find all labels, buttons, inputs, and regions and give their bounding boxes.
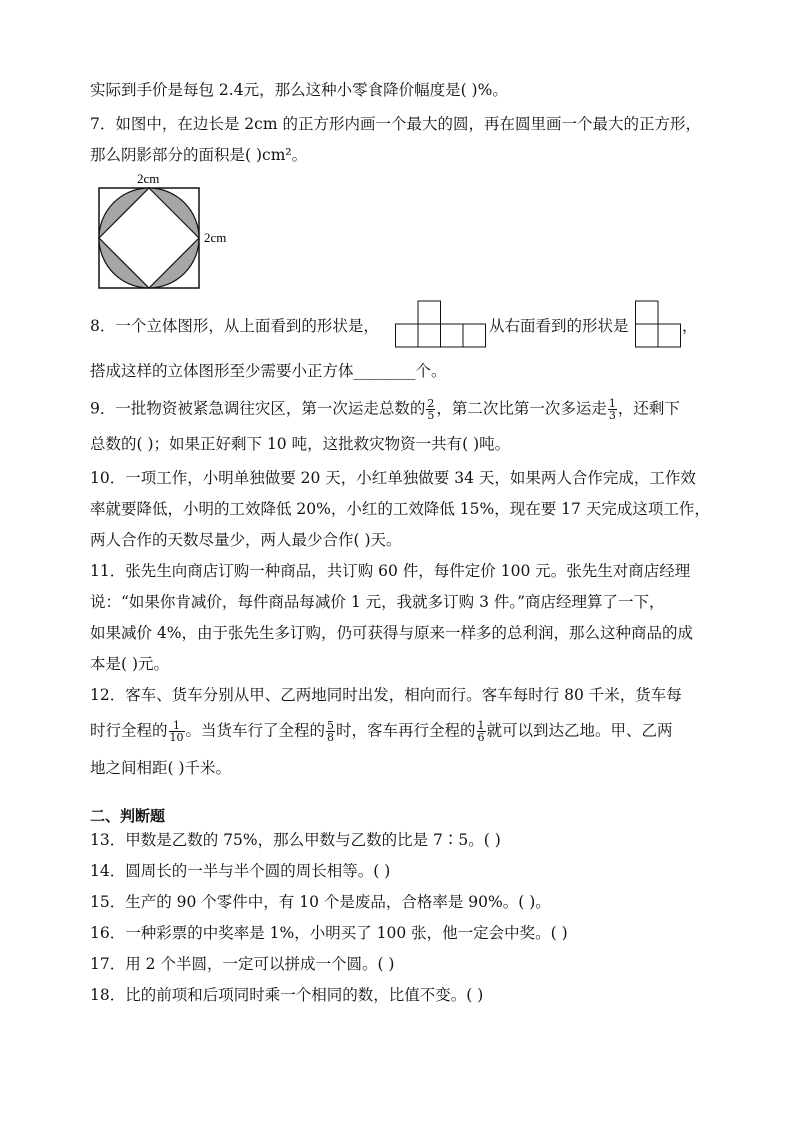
frac-denominator: 3: [608, 409, 616, 422]
q7-figure: [88, 168, 248, 293]
q9-frac-two-fifths: [426, 398, 435, 421]
frac-numerator: 5: [327, 719, 335, 732]
q10-line1: 10．一项工作，小明单独做要 20 天，小红单独做要 34 天，如果两人合作完成，工作效: [90, 469, 696, 487]
q9-line1: [90, 398, 680, 421]
q11-line4: 本是( )元。: [90, 655, 170, 673]
q10-line3: 两人合作的天数尽量少，两人最少合作( )天。: [90, 531, 402, 549]
frac-denominator: 5: [427, 409, 435, 422]
frac-denominator: 8: [327, 731, 335, 744]
q12-frac-one-sixth: [477, 720, 486, 743]
q8-line1a: 8．一个立体图形，从上面看到的形状是，: [90, 317, 379, 335]
section-heading-judgement: 二、判断题: [90, 807, 166, 825]
frac-denominator: 10: [169, 731, 184, 744]
top-view-shape: [395, 300, 489, 350]
q12-frac-one-tenth: [169, 720, 185, 743]
q12-line1: 12．客车、货车分别从甲、乙两地同时出发，相向而行。客车每时行 80 千米，货车每: [90, 686, 682, 704]
q12-text-a: 时行全程的: [90, 721, 168, 740]
q8-line2: 搭成这样的立体图形至少需要小正方体________个。: [90, 362, 447, 380]
q9-line2: 总数的( )；如果正好剩下 10 吨，这批救灾物资一共有( )吨。: [90, 435, 511, 453]
q11-line2: 说：“如果你肯减价，每件商品每减价 1 元，我就多订购 3 件。”商店经理算了一下，: [90, 593, 665, 611]
q9-text-a: 9．一批物资被紧急调往灾区，第一次运走总数的: [90, 399, 426, 418]
q12-line3: 地之间相距( )千米。: [90, 759, 232, 777]
frac-numerator: 1: [169, 720, 185, 732]
q12-text-c: 时，客车再行全程的: [336, 721, 476, 740]
q12-text-d: 就可以到达乙地。甲、乙两: [486, 721, 673, 740]
frac-denominator: 6: [477, 731, 485, 744]
figure-top-label: 2cm: [137, 171, 160, 186]
frac-numerator: 1: [477, 719, 485, 732]
q15: 15．生产的 90 个零件中，有 10 个是废品，合格率是 90%。( )。: [90, 893, 551, 911]
q10-line2: 率就要降低，小明的工效降低 20%，小红的工效降低 15%，现在要 17 天完成这项工作，: [90, 500, 710, 518]
q13: 13．甲数是乙数的 75%，那么甲数与乙数的比是 7∶5。( ): [90, 831, 501, 849]
q12-frac-five-eighths: [326, 720, 335, 743]
q17: 17．用 2 个半圆，一定可以拼成一个圆。( ): [90, 955, 395, 973]
q14: 14．圆周长的一半与半个圆的周长相等。( ): [90, 862, 391, 880]
q8-line1c: ，: [682, 317, 698, 335]
figure-side-label: 2cm: [204, 230, 227, 245]
q7-line2: 那么阴影部分的面积是( )cm²。: [90, 146, 308, 164]
q11-line3: 如果减价 4%，由于张先生多订购，仍可获得与原来一样多的总利润，那么这种商品的成: [90, 624, 694, 642]
q12-text-b: 。当货车行了全程的: [185, 721, 326, 740]
frac-numerator: 2: [427, 397, 435, 410]
q7-line1: 7．如图中，在边长是 2cm 的正方形内画一个最大的圆，再在圆里画一个最大的正方形，: [90, 115, 701, 133]
q8-line1b: 从右面看到的形状是: [489, 317, 629, 335]
frac-numerator: 1: [608, 397, 616, 410]
q12-line2: [90, 720, 673, 743]
q6-tail: 实际到手价是每包 2.4元，那么这种小零食降价幅度是( )%。: [90, 81, 508, 99]
q18: 18．比的前项和后项同时乘一个相同的数，比值不变。( ): [90, 986, 484, 1004]
q11-line1: 11．张先生向商店订购一种商品，共订购 60 件，每件定价 100 元。张先生对商店经理: [90, 562, 691, 580]
q16: 16．一种彩票的中奖率是 1%，小明买了 100 张，他一定会中奖。( ): [90, 924, 568, 942]
right-view-shape: [635, 300, 685, 350]
q9-frac-one-third: [608, 398, 617, 421]
q9-text-c: ，还剩下: [617, 399, 680, 418]
q9-text-b: ，第二次比第一次多运走: [436, 399, 607, 418]
